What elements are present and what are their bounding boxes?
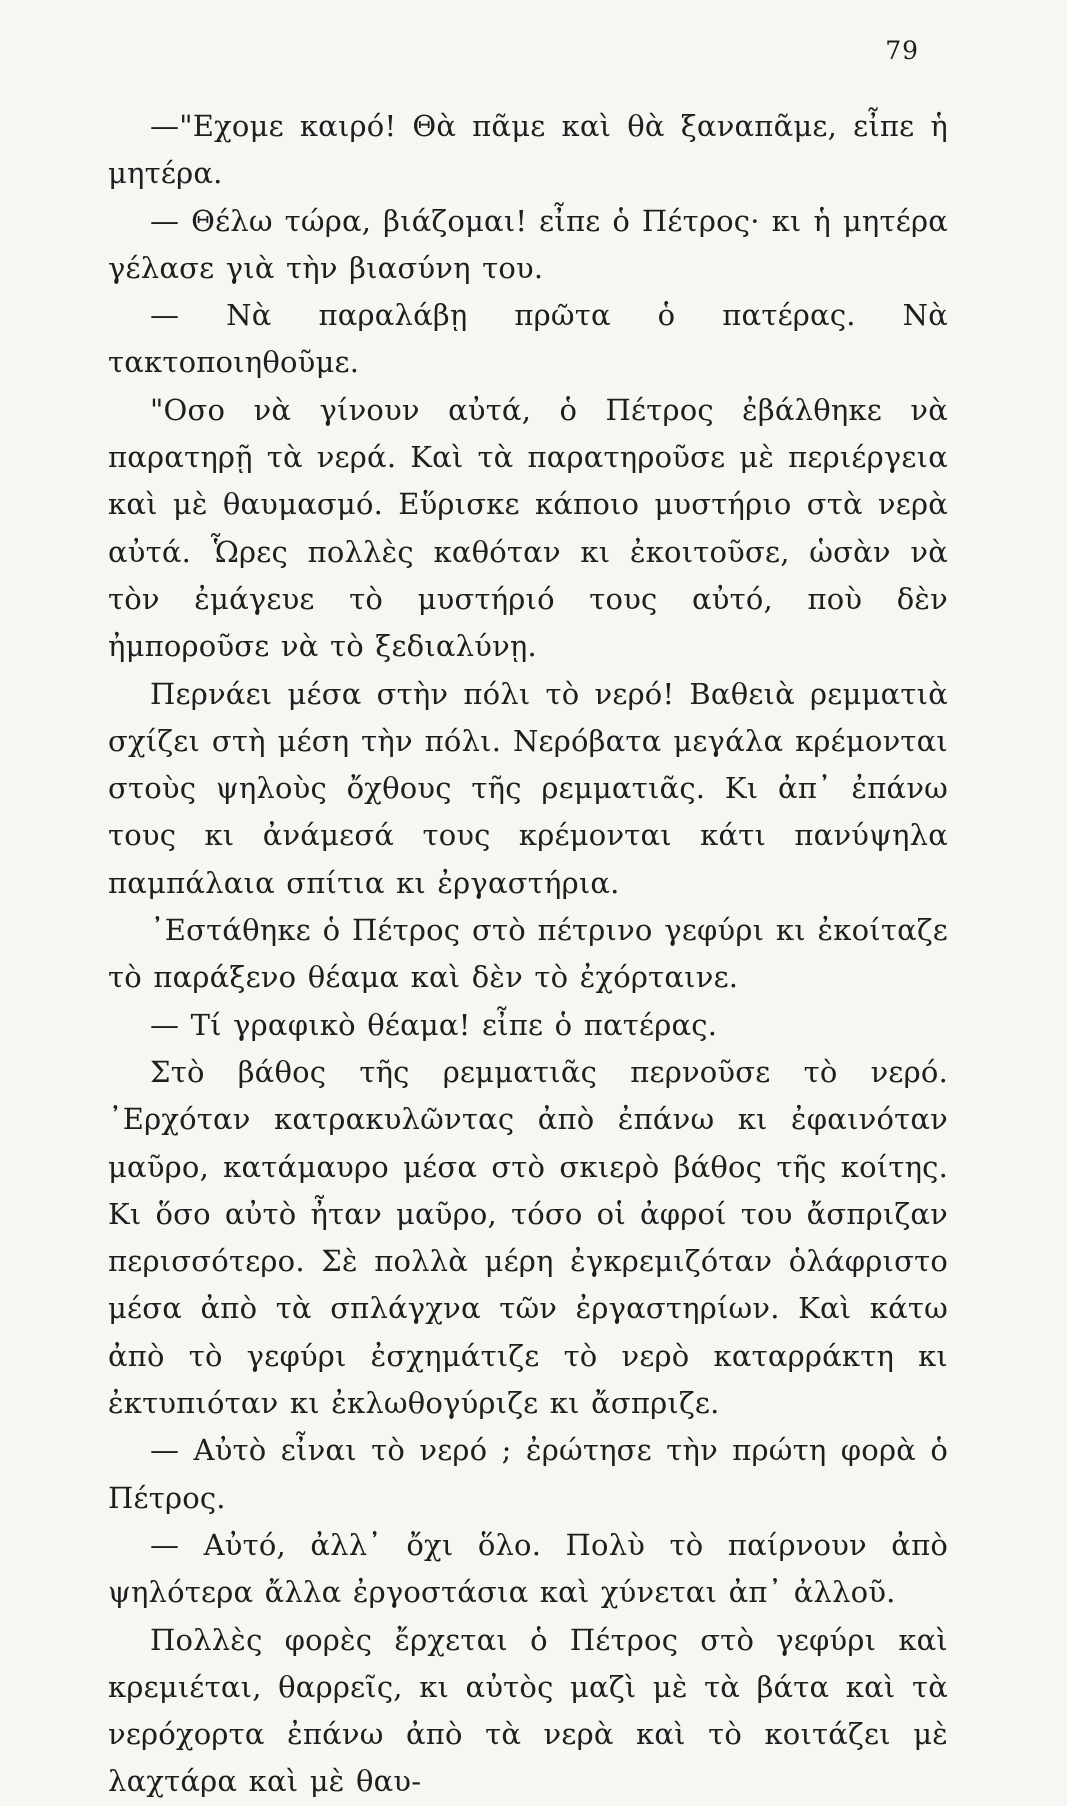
paragraph: "Οσο νὰ γίνουν αὐτά, ὁ Πέτρος ἐβάλθηκε νὰ παρατηρῇ τὰ νερά. Καὶ τὰ παρατηροῦσε μὲ περιέργεια καὶ μὲ θαυμασμό. Εὕρισκε κάποιο μυστήριο στὰ νερὰ αὐτά. Ὧρες πολλὲς καθόταν κι ἐκοιτοῦσε, ὡσὰν νὰ τὸν ἐμάγευε τὸ μυστήριό τους αὐτό, ποὺ δὲν ἠμποροῦσε νὰ τὸ ξεδιαλύνῃ. xyxy=(108,392,948,664)
paragraph: ᾽Εστάθηκε ὁ Πέτρος στὸ πέτρινο γεφύρι κι ἐκοίταζε τὸ παράξενο θέαμα καὶ δὲν τὸ ἐχόρταινε. xyxy=(108,913,948,995)
paragraph: — Τί γραφικὸ θέαμα! εἶπε ὁ πατέρας. xyxy=(150,1007,718,1042)
body-text xyxy=(108,103,948,1806)
paragraph: Πολλὲς φορὲς ἔρχεται ὁ Πέτρος στὸ γεφύρι καὶ κρεμιέται, θαρρεῖς, κι αὐτὸς μαζὶ μὲ τὰ βάτα καὶ τὰ νερόχορτα ἐπάνω ἀπὸ τὰ νερὰ καὶ τὸ κοιτάζει μὲ λαχτάρα καὶ μὲ θαυ- xyxy=(108,1622,948,1799)
paragraph: Περνάει μέσα στὴν πόλι τὸ νερό! Βαθειὰ ρεμματιὰ σχίζει στὴ μέση τὴν πόλι. Νερόβατα μεγάλα κρέμονται στοὺς ψηλοὺς ὄχθους τῆς ρεμματιᾶς. Κι ἀπ᾽ ἐπάνω τους κι ἀνάμεσά τους κρέμονται κάτι πανύψηλα παμπάλαια σπίτια κι ἐργαστήρια. xyxy=(108,676,948,900)
paragraph: — Θέλω τώρα, βιάζομαι! εἶπε ὁ Πέτρος· κι ἡ μητέρα γέλασε γιὰ τὴν βιασύνη του. xyxy=(108,203,948,285)
paragraph: —"Εχομε καιρό! Θὰ πᾶμε καὶ θὰ ξαναπᾶμε, εἶπε ἡ μητέρα. xyxy=(108,109,948,191)
page-number: 79 xyxy=(885,36,919,65)
paragraph: — Αὐτό, ἀλλ᾽ ὄχι ὅλο. Πολὺ τὸ παίρνουν ἀπὸ ψηλότερα ἄλλα ἐργοστάσια καὶ χύνεται ἀπ᾽ ἀλλοῦ. xyxy=(108,1527,948,1610)
paragraph: Στὸ βάθος τῆς ρεμματιᾶς περνοῦσε τὸ νερό. ᾽Ερχόταν κατρακυλῶντας ἀπὸ ἐπάνω κι ἐφαινόταν μαῦρο, κατάμαυρο μέσα στὸ σκιερὸ βάθος τῆς κοίτης. Κι ὅσο αὐτὸ ἦταν μαῦρο, τόσο οἱ ἀφροί του ἄσπριζαν περισσότερο. Σὲ πολλὰ μέρη ἐγκρεμιζόταν ὁλάφριστο μέσα ἀπὸ τὰ σπλάγχνα τῶν ἐργαστηρίων. Καὶ κάτω ἀπὸ τὸ γεφύρι ἐσχημάτιζε τὸ νερὸ καταρράκτη κι ἐκτυπιόταν κι ἐκλωθογύριζε κι ἄσπριζε. xyxy=(108,1054,948,1421)
paragraph: — Αὐτὸ εἶναι τὸ νερό ; ἐρώτησε τὴν πρώτη φορὰ ὁ Πέτρος. xyxy=(108,1433,948,1515)
paragraph: — Νὰ παραλάβῃ πρῶτα ὁ πατέρας. Νὰ τακτοποιηθοῦμε. xyxy=(108,298,948,380)
